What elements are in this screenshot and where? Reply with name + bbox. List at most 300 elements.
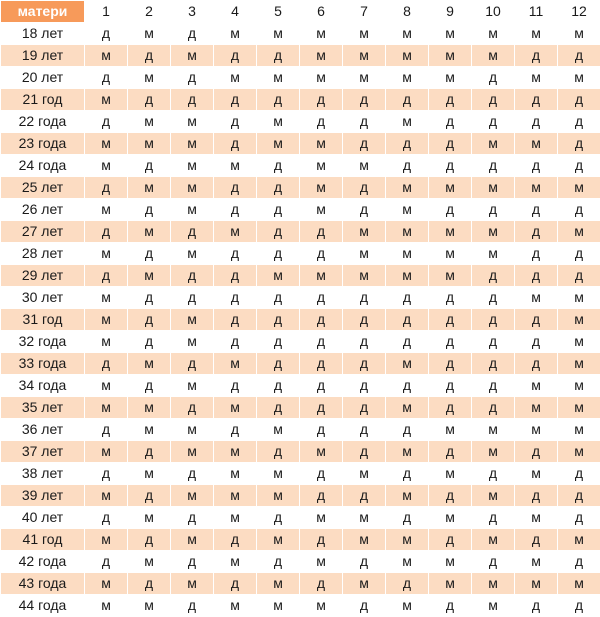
gender-cell: м — [343, 529, 386, 551]
gender-cell: д — [85, 177, 128, 199]
gender-cell: м — [85, 89, 128, 111]
gender-cell: д — [300, 309, 343, 331]
gender-cell: д — [386, 419, 429, 441]
gender-cell: м — [128, 221, 171, 243]
mother-age-cell: 27 лет — [1, 221, 85, 243]
header-row — [1, 1, 600, 23]
gender-cell: м — [343, 221, 386, 243]
gender-cell: д — [343, 441, 386, 463]
gender-cell: д — [300, 397, 343, 419]
month-header-1: 1 — [85, 1, 128, 23]
mother-age-cell: 44 года — [1, 595, 85, 617]
gender-cell: м — [257, 485, 300, 507]
gender-cell: д — [214, 529, 257, 551]
gender-cell: м — [171, 199, 214, 221]
mother-age-cell: 21 год — [1, 89, 85, 111]
gender-cell: д — [472, 331, 515, 353]
gender-cell: м — [343, 67, 386, 89]
gender-cell: д — [300, 331, 343, 353]
gender-cell: д — [128, 375, 171, 397]
gender-cell: м — [85, 199, 128, 221]
gender-cell: м — [171, 485, 214, 507]
gender-cell: д — [171, 353, 214, 375]
gender-cell: д — [128, 89, 171, 111]
gender-cell: д — [214, 287, 257, 309]
gender-cell: д — [429, 353, 472, 375]
gender-cell: м — [472, 221, 515, 243]
gender-cell: д — [257, 199, 300, 221]
gender-cell: м — [429, 67, 472, 89]
gender-cell: д — [128, 331, 171, 353]
gender-cell: м — [128, 265, 171, 287]
gender-cell: м — [171, 309, 214, 331]
table-row — [1, 45, 600, 67]
gender-cell: д — [343, 111, 386, 133]
gender-cell: д — [214, 45, 257, 67]
mother-age-cell: 43 года — [1, 573, 85, 595]
gender-cell: д — [472, 353, 515, 375]
gender-cell: д — [386, 89, 429, 111]
gender-cell: д — [300, 353, 343, 375]
gender-cell: д — [515, 155, 558, 177]
gender-cell: д — [257, 441, 300, 463]
mother-age-cell: 40 лет — [1, 507, 85, 529]
gender-cell: м — [128, 595, 171, 617]
gender-cell: д — [171, 463, 214, 485]
gender-cell: д — [214, 573, 257, 595]
mother-age-cell: 23 года — [1, 133, 85, 155]
gender-cell: д — [343, 177, 386, 199]
gender-cell: м — [558, 287, 600, 309]
gender-cell: д — [128, 441, 171, 463]
gender-cell: д — [386, 287, 429, 309]
mother-age-cell: 37 лет — [1, 441, 85, 463]
gender-cell: м — [558, 331, 600, 353]
gender-cell: м — [515, 23, 558, 45]
gender-cell: м — [515, 375, 558, 397]
gender-cell: м — [300, 507, 343, 529]
gender-cell: д — [515, 89, 558, 111]
table-row — [1, 111, 600, 133]
gender-cell: м — [515, 551, 558, 573]
gender-cell: д — [472, 375, 515, 397]
gender-cell: д — [257, 331, 300, 353]
gender-cell: м — [257, 419, 300, 441]
gender-cell: д — [214, 419, 257, 441]
gender-cell: д — [472, 199, 515, 221]
gender-cell: м — [300, 133, 343, 155]
gender-cell: д — [472, 89, 515, 111]
gender-cell: м — [515, 177, 558, 199]
table-row — [1, 419, 600, 441]
mother-age-cell: 30 лет — [1, 287, 85, 309]
gender-cell: м — [386, 243, 429, 265]
gender-cell: д — [472, 67, 515, 89]
mother-age-cell: 39 лет — [1, 485, 85, 507]
table-row — [1, 551, 600, 573]
gender-cell: д — [558, 133, 600, 155]
gender-cell: д — [300, 573, 343, 595]
gender-cell: м — [257, 529, 300, 551]
month-header-4: 4 — [214, 1, 257, 23]
gender-cell: д — [128, 573, 171, 595]
gender-cell: д — [300, 221, 343, 243]
gender-cell: д — [343, 375, 386, 397]
gender-cell: д — [343, 331, 386, 353]
gender-cell: д — [429, 309, 472, 331]
gender-cell: м — [429, 177, 472, 199]
gender-cell: д — [515, 199, 558, 221]
mother-age-cell: 31 год — [1, 309, 85, 331]
gender-cell: м — [214, 67, 257, 89]
gender-cell: м — [558, 221, 600, 243]
gender-cell: д — [257, 397, 300, 419]
gender-cell: м — [128, 133, 171, 155]
gender-cell: м — [257, 573, 300, 595]
gender-cell: м — [429, 23, 472, 45]
gender-cell: м — [300, 45, 343, 67]
gender-cell: д — [386, 573, 429, 595]
gender-cell: д — [472, 265, 515, 287]
gender-cell: д — [343, 199, 386, 221]
mother-age-cell: 25 лет — [1, 177, 85, 199]
gender-cell: д — [343, 309, 386, 331]
gender-cell: м — [558, 23, 600, 45]
gender-cell: м — [214, 551, 257, 573]
month-header-6: 6 — [300, 1, 343, 23]
gender-cell: д — [128, 155, 171, 177]
gender-cell: д — [429, 485, 472, 507]
gender-cell: м — [515, 573, 558, 595]
gender-cell: д — [128, 309, 171, 331]
gender-cell: м — [386, 177, 429, 199]
gender-cell: м — [128, 507, 171, 529]
gender-cell: м — [558, 397, 600, 419]
gender-cell: м — [386, 551, 429, 573]
gender-cell: д — [386, 155, 429, 177]
month-header-8: 8 — [386, 1, 429, 23]
mother-age-cell: 33 года — [1, 353, 85, 375]
gender-cell: м — [171, 177, 214, 199]
gender-cell: м — [257, 133, 300, 155]
gender-cell: м — [558, 177, 600, 199]
table-row — [1, 573, 600, 595]
gender-cell: м — [171, 155, 214, 177]
gender-cell: д — [171, 23, 214, 45]
table-row — [1, 331, 600, 353]
gender-cell: м — [386, 353, 429, 375]
gender-cell: д — [171, 287, 214, 309]
gender-cell: д — [472, 287, 515, 309]
mother-age-cell: 34 года — [1, 375, 85, 397]
gender-cell: м — [85, 155, 128, 177]
gender-cell: м — [85, 45, 128, 67]
gender-cell: д — [85, 221, 128, 243]
gender-cell: д — [343, 419, 386, 441]
gender-cell: м — [257, 595, 300, 617]
gender-cell: д — [257, 309, 300, 331]
gender-cell: м — [171, 243, 214, 265]
gender-cell: д — [429, 199, 472, 221]
table-row — [1, 485, 600, 507]
gender-cell: д — [85, 507, 128, 529]
gender-cell: м — [429, 419, 472, 441]
gender-cell: д — [85, 265, 128, 287]
gender-cell: м — [472, 441, 515, 463]
gender-cell: д — [257, 45, 300, 67]
gender-cell: д — [128, 485, 171, 507]
gender-cell: м — [429, 265, 472, 287]
gender-cell: м — [128, 67, 171, 89]
gender-cell: м — [515, 287, 558, 309]
gender-cell: м — [171, 331, 214, 353]
table-row — [1, 397, 600, 419]
table-row — [1, 529, 600, 551]
table-row — [1, 309, 600, 331]
gender-cell: д — [515, 111, 558, 133]
gender-cell: д — [171, 265, 214, 287]
gender-cell: д — [386, 375, 429, 397]
gender-cell: д — [257, 353, 300, 375]
gender-cell: д — [472, 397, 515, 419]
gender-cell: м — [257, 265, 300, 287]
gender-cell: д — [171, 221, 214, 243]
gender-cell: м — [472, 595, 515, 617]
gender-cell: д — [343, 551, 386, 573]
gender-cell: д — [558, 595, 600, 617]
gender-cell: д — [558, 45, 600, 67]
gender-cell: м — [214, 397, 257, 419]
gender-cell: м — [300, 155, 343, 177]
month-header-3: 3 — [171, 1, 214, 23]
gender-cell: д — [429, 287, 472, 309]
gender-cell: м — [558, 353, 600, 375]
gender-cell: д — [171, 397, 214, 419]
gender-cell: д — [558, 199, 600, 221]
gender-cell: м — [85, 309, 128, 331]
gender-cell: д — [257, 155, 300, 177]
month-header-11: 11 — [515, 1, 558, 23]
gender-cell: м — [300, 441, 343, 463]
gender-cell: м — [472, 529, 515, 551]
gender-cell: д — [558, 265, 600, 287]
gender-cell: м — [85, 375, 128, 397]
gender-cell: м — [472, 133, 515, 155]
mother-age-cell: 38 лет — [1, 463, 85, 485]
gender-cell: м — [386, 199, 429, 221]
gender-cell: д — [214, 111, 257, 133]
gender-cell: м — [171, 441, 214, 463]
table-row — [1, 221, 600, 243]
gender-cell: м — [472, 177, 515, 199]
gender-cell: д — [257, 375, 300, 397]
gender-cell: м — [472, 23, 515, 45]
gender-cell: д — [85, 463, 128, 485]
table-row — [1, 89, 600, 111]
table-row — [1, 243, 600, 265]
gender-cell: д — [85, 23, 128, 45]
gender-cell: д — [171, 507, 214, 529]
gender-cell: м — [429, 573, 472, 595]
gender-cell: м — [515, 419, 558, 441]
gender-cell: м — [472, 573, 515, 595]
gender-cell: м — [558, 67, 600, 89]
gender-cell: м — [257, 67, 300, 89]
gender-cell: д — [257, 287, 300, 309]
gender-cell: д — [558, 243, 600, 265]
gender-cell: д — [558, 551, 600, 573]
month-header-10: 10 — [472, 1, 515, 23]
gender-cell: д — [85, 551, 128, 573]
gender-cell: м — [300, 595, 343, 617]
mother-age-cell: 19 лет — [1, 45, 85, 67]
gender-cell: д — [85, 111, 128, 133]
gender-cell: д — [214, 309, 257, 331]
gender-cell: д — [386, 463, 429, 485]
mother-age-cell: 26 лет — [1, 199, 85, 221]
gender-cell: д — [515, 221, 558, 243]
gender-cell: м — [128, 419, 171, 441]
gender-cell: м — [128, 23, 171, 45]
gender-cell: д — [386, 133, 429, 155]
gender-cell: м — [558, 529, 600, 551]
gender-cell: д — [257, 89, 300, 111]
gender-cell: м — [128, 353, 171, 375]
gender-cell: м — [472, 419, 515, 441]
gender-cell: д — [214, 133, 257, 155]
gender-cell: м — [558, 419, 600, 441]
gender-cell: д — [429, 133, 472, 155]
gender-cell: д — [300, 243, 343, 265]
gender-cell: м — [343, 155, 386, 177]
gender-cell: м — [386, 67, 429, 89]
gender-cell: м — [85, 441, 128, 463]
corner-header-mother-age: матери — [1, 1, 85, 23]
gender-cell: д — [214, 89, 257, 111]
table-row — [1, 133, 600, 155]
gender-cell: м — [214, 507, 257, 529]
month-header-2: 2 — [128, 1, 171, 23]
gender-cell: д — [429, 595, 472, 617]
gender-cell: д — [85, 353, 128, 375]
gender-cell: м — [214, 221, 257, 243]
gender-cell: м — [429, 463, 472, 485]
gender-cell: м — [214, 595, 257, 617]
gender-cell: м — [386, 111, 429, 133]
gender-cell: м — [85, 397, 128, 419]
month-header-12: 12 — [558, 1, 600, 23]
gender-cell: д — [300, 463, 343, 485]
gender-cell: д — [214, 265, 257, 287]
gender-cell: д — [429, 375, 472, 397]
mother-age-cell: 22 года — [1, 111, 85, 133]
gender-cell: м — [257, 23, 300, 45]
table-row — [1, 67, 600, 89]
gender-cell: д — [214, 331, 257, 353]
gender-cell: м — [472, 485, 515, 507]
gender-cell: д — [343, 485, 386, 507]
mother-age-cell: 29 лет — [1, 265, 85, 287]
gender-cell: м — [343, 243, 386, 265]
gender-cell: д — [558, 111, 600, 133]
gender-cell: д — [128, 287, 171, 309]
gender-cell: м — [429, 243, 472, 265]
gender-cell: д — [171, 67, 214, 89]
gender-cell: м — [300, 265, 343, 287]
gender-cell: м — [429, 551, 472, 573]
gender-cell: д — [472, 111, 515, 133]
gender-cell: м — [515, 463, 558, 485]
gender-cell: м — [300, 67, 343, 89]
gender-cell: д — [257, 221, 300, 243]
gender-cell: м — [300, 199, 343, 221]
gender-cell: м — [386, 265, 429, 287]
gender-cell: м — [558, 573, 600, 595]
table-row — [1, 287, 600, 309]
gender-cell: м — [515, 507, 558, 529]
gender-cell: д — [429, 529, 472, 551]
gender-cell: м — [386, 485, 429, 507]
gender-cell: д — [515, 595, 558, 617]
gender-cell: д — [472, 551, 515, 573]
gender-cell: д — [429, 111, 472, 133]
gender-cell: д — [386, 507, 429, 529]
gender-cell: д — [429, 155, 472, 177]
gender-cell: д — [429, 397, 472, 419]
gender-cell: д — [300, 375, 343, 397]
mother-age-cell: 41 год — [1, 529, 85, 551]
gender-cell: д — [214, 243, 257, 265]
gender-cell: д — [429, 331, 472, 353]
gender-cell: м — [128, 397, 171, 419]
gender-cell: д — [128, 243, 171, 265]
gender-cell: д — [515, 353, 558, 375]
gender-cell: д — [558, 89, 600, 111]
gender-cell: д — [558, 507, 600, 529]
gender-cell: д — [300, 529, 343, 551]
gender-cell: м — [343, 265, 386, 287]
gender-cell: м — [558, 309, 600, 331]
gender-cell: д — [429, 89, 472, 111]
gender-cell: м — [300, 177, 343, 199]
gender-cell: д — [300, 419, 343, 441]
gender-cell: д — [515, 45, 558, 67]
gender-cell: д — [343, 133, 386, 155]
mother-age-cell: 42 года — [1, 551, 85, 573]
gender-cell: д — [300, 287, 343, 309]
month-header-7: 7 — [343, 1, 386, 23]
gender-cell: м — [214, 463, 257, 485]
gender-cell: д — [214, 375, 257, 397]
table-row — [1, 265, 600, 287]
gender-cell: м — [257, 463, 300, 485]
gender-cell: м — [85, 595, 128, 617]
gender-cell: м — [472, 243, 515, 265]
gender-cell: д — [343, 397, 386, 419]
gender-cell: д — [257, 507, 300, 529]
gender-cell: д — [515, 265, 558, 287]
gender-cell: м — [386, 397, 429, 419]
gender-cell: м — [300, 551, 343, 573]
table-row — [1, 199, 600, 221]
gender-cell: м — [558, 375, 600, 397]
gender-cell: м — [171, 45, 214, 67]
gender-cell: д — [257, 551, 300, 573]
gender-cell: м — [429, 507, 472, 529]
gender-cell: м — [386, 529, 429, 551]
gender-cell: м — [85, 331, 128, 353]
gender-cell: д — [300, 89, 343, 111]
